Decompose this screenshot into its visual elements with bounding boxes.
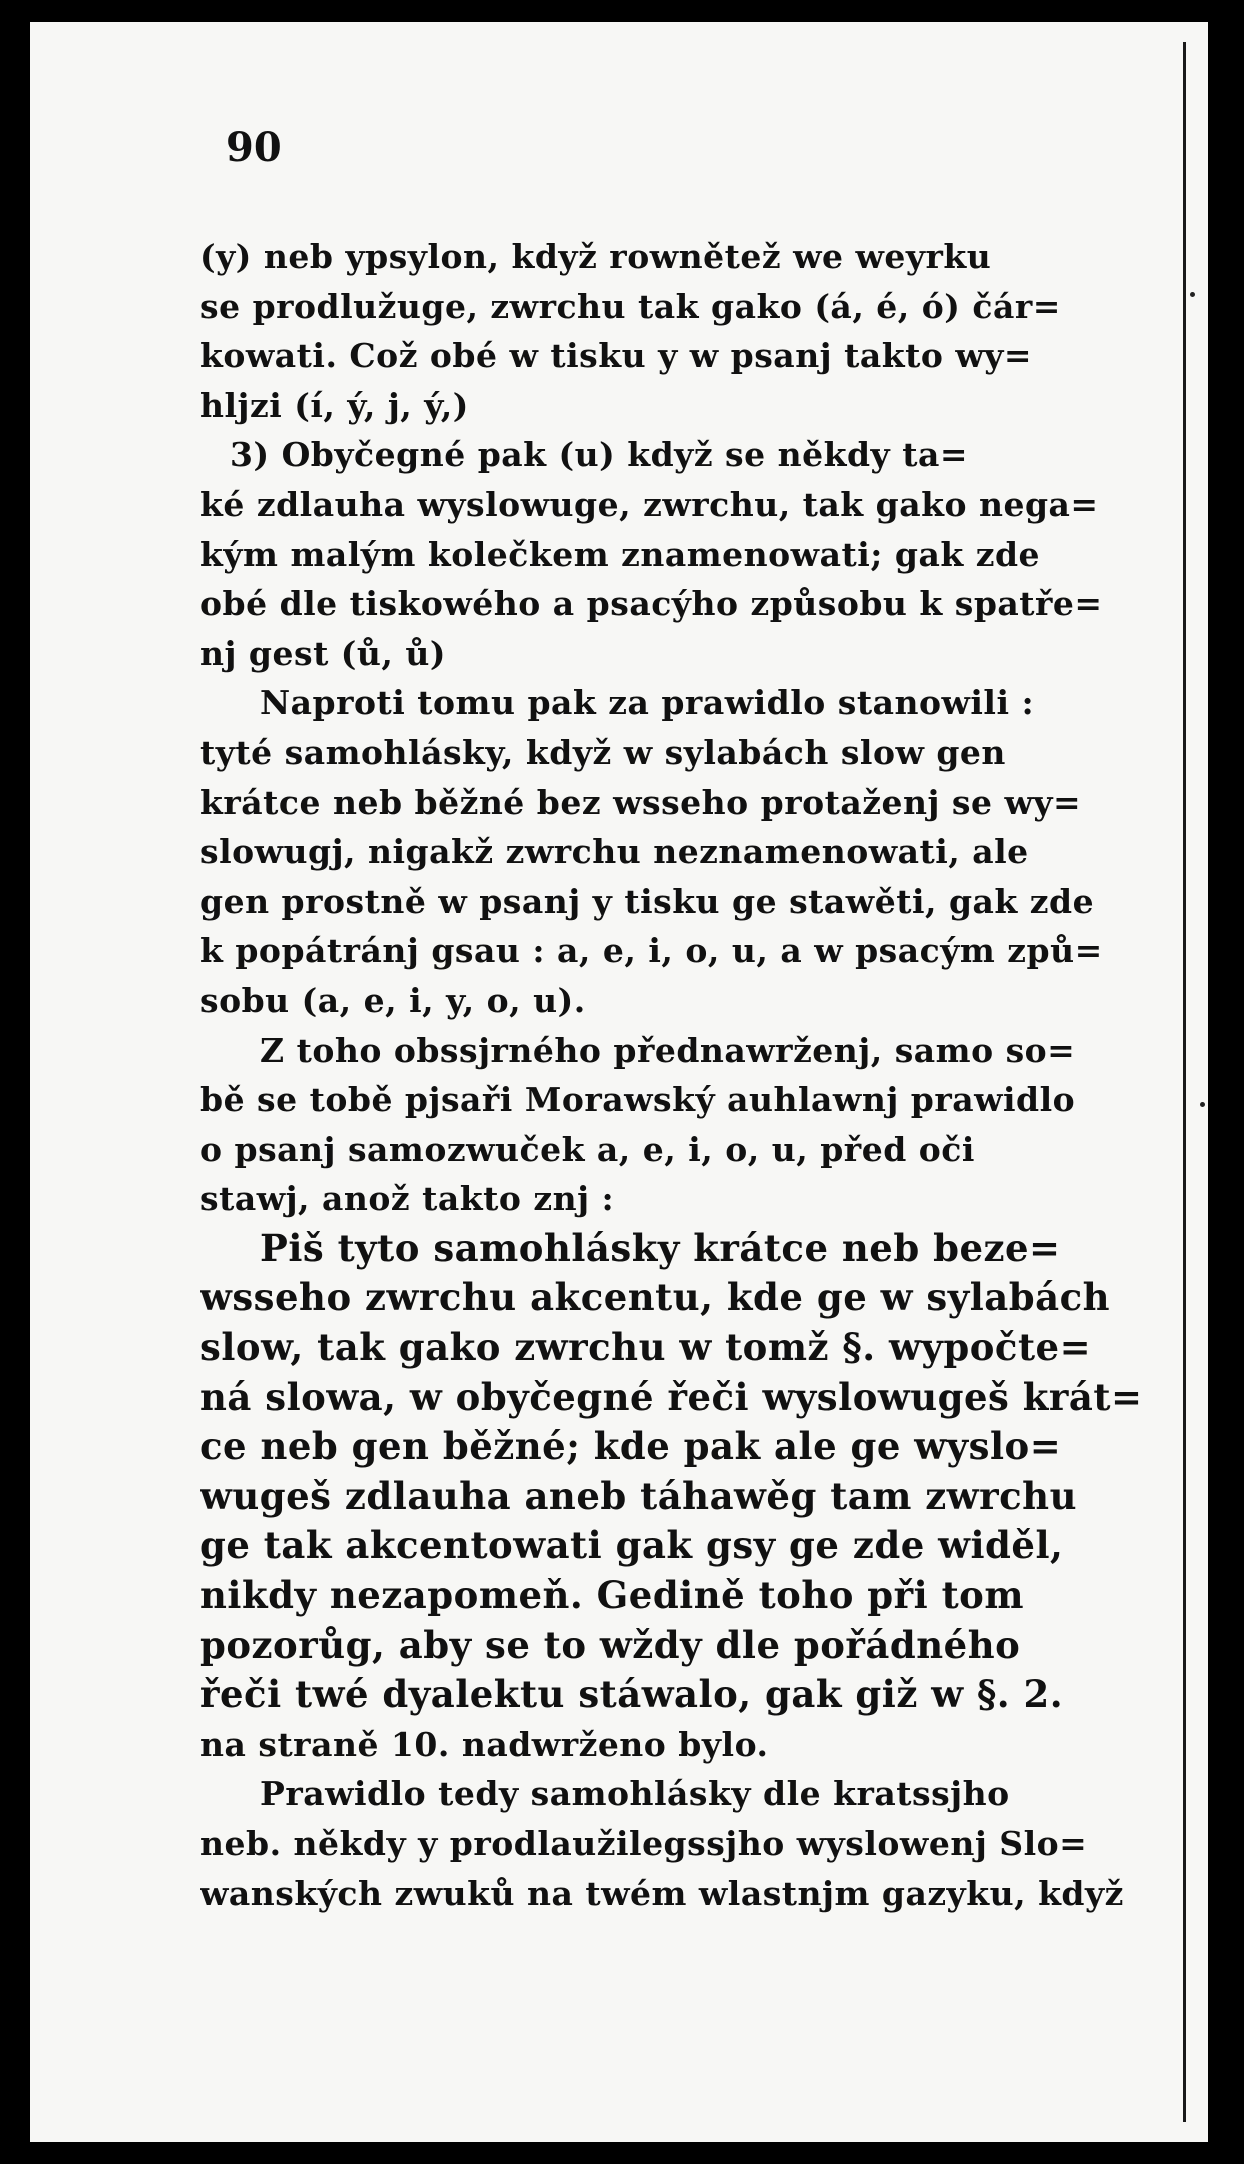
text-line: ce neb gen běžné; kde pak ale ge wyslo=	[200, 1424, 1062, 1469]
text-line: gen prostně w psanj y tisku ge stawěti, gak zde	[200, 881, 1095, 921]
body-text	[200, 232, 1196, 1918]
text-line: bě se tobě pjsaři Morawský auhlawnj prawidlo	[200, 1080, 1076, 1120]
text-line: ge tak akcentowati gak gsy ge zde widěl,	[200, 1523, 1064, 1568]
text-line: wugeš zdlauha aneb táhawěg tam zwrchu	[200, 1473, 1077, 1518]
text-line: Z toho obssjrného přednawrženj, samo so=	[260, 1030, 1076, 1070]
text-line: řeči twé dyalektu stáwalo, gak giž w §. 2.	[200, 1672, 1064, 1717]
text-line: kým malým kolečkem znamenowati; gak zde	[200, 534, 1041, 574]
text-line: o psanj samozwuček a, e, i, o, u, před oči	[200, 1129, 975, 1169]
page-number: 90	[226, 124, 282, 171]
text-line: k popátránj gsau : a, e, i, o, u, a w psacým způ=	[200, 931, 1103, 971]
text-line: tyté samohlásky, když w sylabách slow gen	[200, 732, 1006, 772]
text-line: nikdy nezapomeň. Gedině toho při tom	[200, 1573, 1025, 1618]
text-line: slowugj, nigakž zwrchu neznamenowati, ale	[200, 832, 1029, 872]
text-line: ké zdlauha wyslowuge, zwrchu, tak gako nega=	[200, 484, 1099, 524]
text-line: sobu (a, e, i, y, o, u).	[200, 980, 586, 1020]
text-line: wsseho zwrchu akcentu, kde ge w sylabách	[200, 1275, 1111, 1320]
text-line: wanských zwuků na twém wlastnjm gazyku, když	[200, 1873, 1124, 1913]
text-line: obé dle tiskowého a psacýho způsobu k spatře=	[200, 584, 1103, 624]
text-line: (y) neb ypsylon, když rownětež we weyrku	[200, 237, 992, 276]
text-line: pozorůg, aby se to wždy dle pořádného	[200, 1622, 1021, 1667]
text-line: hljzi (í, ý, j, ý,)	[200, 385, 469, 425]
text-line: Naproti tomu pak za prawidlo stanowili :	[260, 683, 1035, 723]
book-page	[30, 22, 1208, 2142]
text-line: krátce neb běžné bez wsseho protaženj se wy=	[200, 782, 1082, 822]
text-line: ná slowa, w obyčegné řeči wyslowugeš krát=	[200, 1374, 1143, 1419]
text-line: slow, tak gako zwrchu w tomž §. wypočte=	[200, 1325, 1092, 1370]
ink-speck	[1200, 1102, 1205, 1107]
text-line: nj gest (ů, ů)	[200, 633, 446, 673]
text-line: kowati. Což obé w tisku y w psanj takto wy=	[200, 336, 1033, 376]
text-line: na straně 10. nadwrženo bylo.	[200, 1724, 769, 1764]
text-line: neb. někdy y prodlaužilegssjho wyslowenj Slo=	[200, 1824, 1088, 1863]
text-line: stawj, anož takto znj :	[200, 1179, 615, 1219]
text-line: se prodlužuge, zwrchu tak gako (á, é, ó) čár=	[200, 286, 1061, 326]
text-line: Prawidlo tedy samohlásky dle kratssjho	[260, 1774, 1010, 1814]
text-line: Piš tyto samohlásky krátce neb beze=	[260, 1225, 1061, 1270]
text-line: 3) Obyčegné pak (u) když se někdy ta=	[230, 435, 968, 475]
